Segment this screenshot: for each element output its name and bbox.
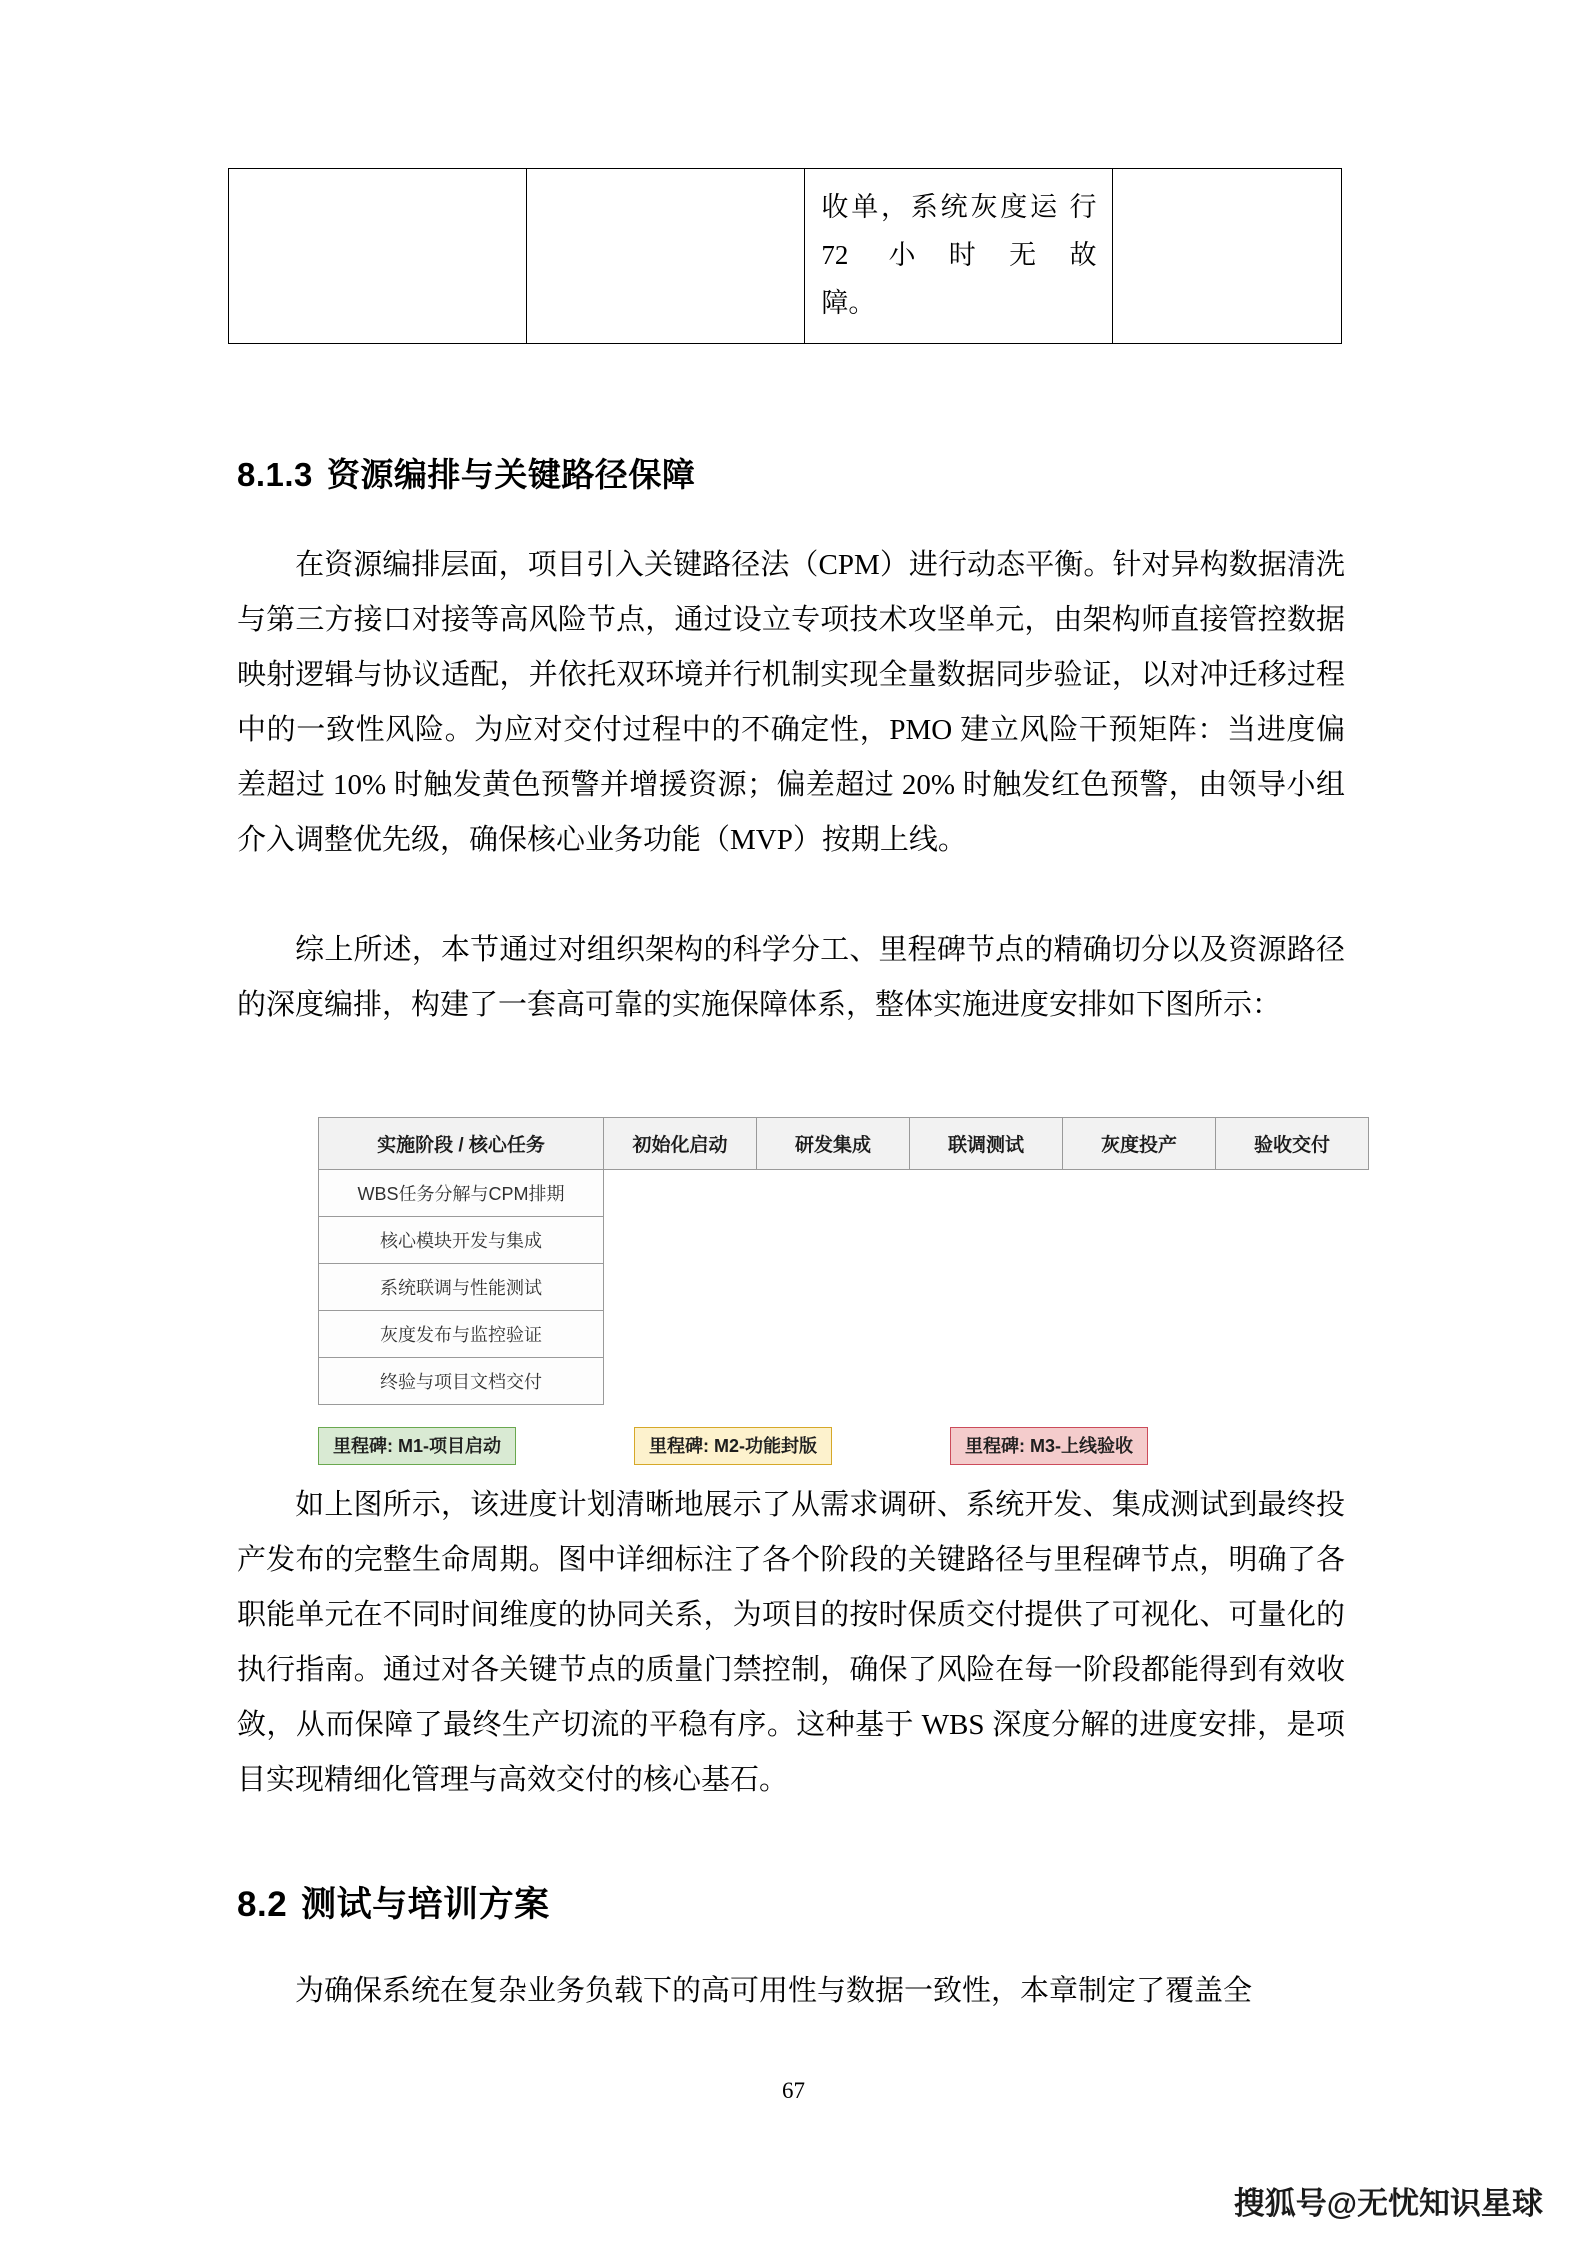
schedule-row [319, 1170, 1369, 1217]
schedule-row [319, 1264, 1369, 1311]
section-number: 8.2 [237, 1885, 288, 1924]
column-header-phase-2: 研发集成 [757, 1118, 910, 1170]
schedule-row [319, 1217, 1369, 1264]
column-header-phase-4: 灰度投产 [1063, 1118, 1216, 1170]
paragraph-testing-training [237, 1964, 1345, 2019]
task-label: 终验与项目文档交付 [319, 1358, 604, 1405]
task-label: 核心模块开发与集成 [319, 1217, 604, 1264]
schedule-row [319, 1311, 1369, 1358]
table-cell-line-1: 收单，系统灰度运 [821, 192, 1060, 222]
column-header-phase-3: 联调测试 [910, 1118, 1063, 1170]
paragraph-text: 如上图所示，该进度计划清晰地展示了从需求调研、系统开发、集成测试到最终投产发布的完整生命周期。图中详细标注了各个阶段的关键路径与里程碑节点，明确了各职能单元在不同时间维度的协同关系，为项目的按时保质交付提供了可视化、可量化的执行指南。通过对各关键节点的质量门禁控制，确保了风险在每一阶段都能得到有效收敛，从而保障了最终生产切流的平稳有序。这种基于 WBS 深度分解的进度安排，是项目实现精细化管理与高效交付的核心基石。 [237, 1489, 1345, 1796]
section-number: 8.1.3 [237, 456, 313, 493]
section-title: 资源编排与关键路径保障 [326, 456, 696, 493]
section-heading-8-1-3 [237, 449, 695, 496]
table-row [229, 169, 1342, 344]
paragraph-text: 为确保系统在复杂业务负载下的高可用性与数据一致性，本章制定了覆盖全 [295, 1975, 1253, 2007]
milestone-m1: 里程碑: M1-项目启动 [318, 1427, 516, 1465]
paragraph-summary [237, 923, 1345, 1033]
column-header-phase-5: 验收交付 [1216, 1118, 1369, 1170]
paragraph-resource-orchestration [237, 538, 1345, 868]
task-bar-area [604, 1217, 1369, 1264]
schedule-table [318, 1117, 1369, 1405]
section-title: 测试与培训方案 [301, 1885, 550, 1924]
table-cell-col4 [1113, 169, 1342, 344]
task-label: 灰度发布与监控验证 [319, 1311, 604, 1358]
task-bar-area [604, 1264, 1369, 1311]
task-bar-area [604, 1311, 1369, 1358]
section-heading-8-2 [237, 1877, 550, 1927]
continuation-table [228, 168, 1342, 344]
table-cell-col3 [805, 169, 1113, 344]
column-header-task: 实施阶段 / 核心任务 [319, 1118, 604, 1170]
task-label: 系统联调与性能测试 [319, 1264, 604, 1311]
task-label: WBS任务分解与CPM排期 [319, 1170, 604, 1217]
table-cell-col2 [527, 169, 805, 344]
milestone-legend [318, 1427, 1368, 1477]
schedule-figure [318, 1117, 1368, 1477]
milestone-m3: 里程碑: M3-上线验收 [950, 1427, 1148, 1465]
milestone-m2: 里程碑: M2-功能封版 [634, 1427, 832, 1465]
paragraph-text: 在资源编排层面，项目引入关键路径法（CPM）进行动态平衡。针对异构数据清洗与第三方接口对接等高风险节点，通过设立专项技术攻坚单元，由架构师直接管控数据映射逻辑与协议适配，并依托双环境并行机制实现全量数据同步验证，以对冲迁移过程中的一致性风险。为应对交付过程中的不确定性，PMO 建立风险干预矩阵：当进度偏差超过 10% 时触发黄色预警并增援资源；偏差超过 20% 时触发红色预警，由领导小组介入调整优先级，确保核心业务功能（MVP）按期上线。 [237, 549, 1345, 856]
column-header-phase-1: 初始化启动 [604, 1118, 757, 1170]
schedule-header-row [319, 1118, 1369, 1170]
paragraph-text: 综上所述，本节通过对组织架构的科学分工、里程碑节点的精确切分以及资源路径的深度编排，构建了一套高可靠的实施保障体系，整体实施进度安排如下图所示： [237, 934, 1345, 1021]
watermark: 搜狐号@无忧知识星球 [1233, 2186, 1543, 2221]
table-cell-col1 [229, 169, 527, 344]
paragraph-figure-description [237, 1478, 1345, 1808]
task-bar-area [604, 1358, 1369, 1405]
table-cell-line-2: 行 72 小时无故 [821, 192, 1097, 271]
table-cell-line-3: 障。 [821, 288, 876, 319]
page-number: 67 [782, 2078, 805, 2103]
schedule-row [319, 1358, 1369, 1405]
task-bar-area [604, 1170, 1369, 1217]
